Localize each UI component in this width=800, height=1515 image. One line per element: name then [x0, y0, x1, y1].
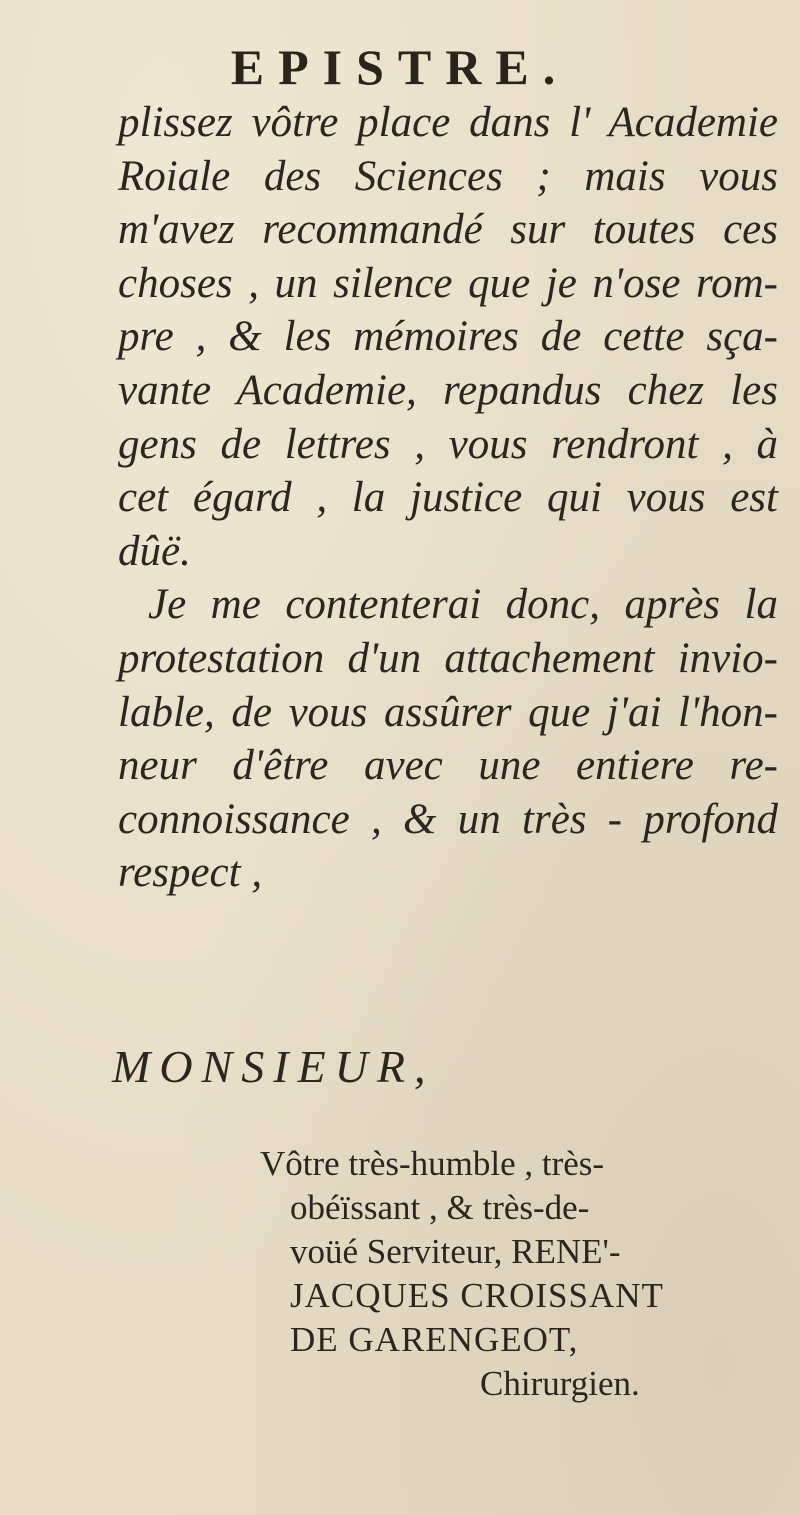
body-line: gens de lettres , vous rendront , à	[118, 420, 778, 468]
signature-line: obéïssant , & très-de-	[290, 1188, 590, 1227]
salutation: MONSIEUR,	[112, 1041, 435, 1092]
page-header-title: EPISTRE.	[230, 39, 570, 95]
body-line: Roiale des Sciences ; mais vous	[118, 152, 778, 200]
signature-line: JACQUES CROISSANT	[290, 1276, 664, 1315]
body-line: lable, de vous assûrer que j'ai l'hon-	[118, 688, 778, 736]
signature-line: voüé Serviteur, RENE'-	[290, 1232, 621, 1271]
signature-line: Vôtre très-humble , très-	[260, 1144, 605, 1183]
body-line: neur d'être avec une entiere re-	[118, 742, 778, 790]
letter-body	[118, 96, 778, 900]
body-line: pre , & les mémoires de cette sça-	[118, 313, 778, 361]
body-line: plissez vôtre place dans l' Academie	[118, 99, 778, 146]
body-line: vante Academie, repandus chez les	[118, 366, 778, 414]
signature-block	[260, 1142, 770, 1406]
signature-line: DE GARENGEOT,	[290, 1320, 579, 1359]
signature-line: Chirurgien.	[480, 1364, 640, 1403]
body-line: dûë.	[118, 527, 191, 575]
body-line: connoissance , & un très - profond	[118, 795, 778, 843]
body-line: cet égard , la justice qui vous est	[118, 474, 778, 522]
body-line: Je me contenterai donc, après la	[148, 581, 778, 629]
body-line: choses , un silence que je n'ose rom-	[118, 259, 778, 307]
body-line: respect ,	[118, 849, 263, 897]
body-line: m'avez recommandé sur toutes ces	[118, 206, 778, 254]
body-line: protestation d'un attachement invio-	[118, 634, 778, 682]
